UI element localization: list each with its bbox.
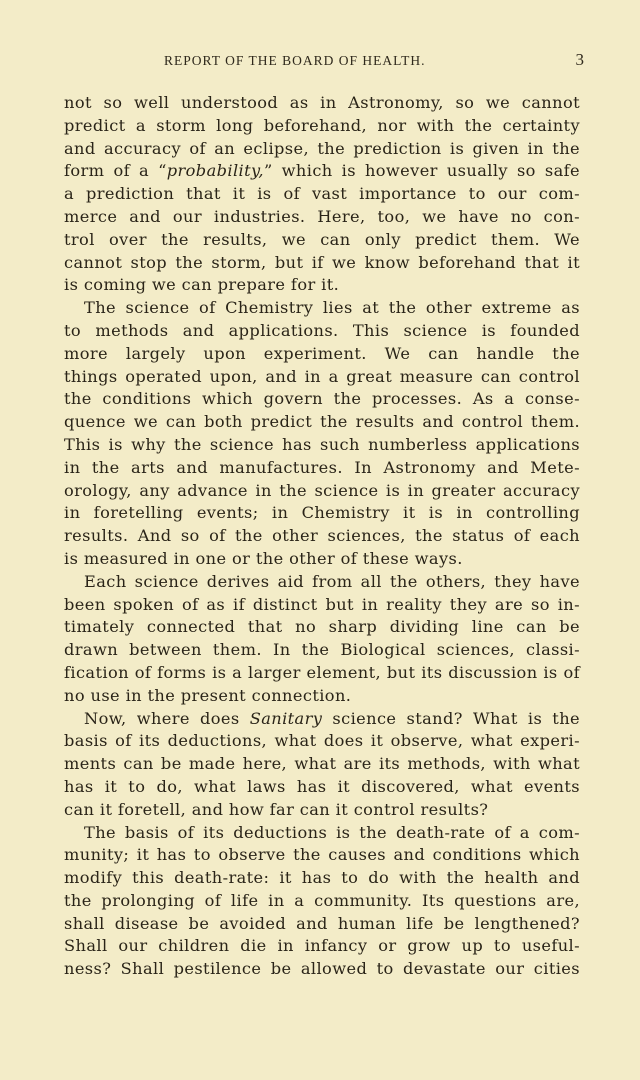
text-line: the conditions which govern the processes. As a conse-: [64, 389, 580, 409]
text-line: modify this death-rate: it has to do with the health and: [64, 868, 580, 888]
text-line: The basis of its deductions is the death-rate of a com-: [84, 822, 580, 842]
text-line: is coming we can prepare for it.: [64, 275, 340, 295]
page-header: [64, 50, 584, 74]
italic-text: probability,: [166, 161, 264, 181]
text-line: merce and our industries. Here, too, we have no con-: [64, 206, 580, 226]
text-line: ness? Shall pestilence be allowed to devastate our cities: [64, 959, 580, 979]
running-title: REPORT OF THE BOARD OF HEALTH.: [164, 53, 426, 68]
text-line: more largely upon experiment. We can handle the: [64, 343, 580, 363]
text-line: shall disease be avoided and human life be lengthened?: [64, 913, 580, 933]
text-line: Shall our children die in infancy or grow up to useful-: [64, 936, 580, 956]
text-segment: ” which is however usually so safe: [263, 161, 580, 181]
text-line: the prolonging of life in a community. Its questions are,: [64, 890, 580, 910]
text-line: Each science derives aid from all the others, they have: [84, 571, 580, 591]
text-line: [64, 708, 580, 731]
page-number: 3: [575, 50, 584, 69]
text-line: basis of its deductions, what does it observe, what experi-: [64, 731, 580, 751]
text-line: can it foretell, and how far can it control results?: [64, 799, 489, 819]
text-line: fication of forms is a larger element, but its discussion is of: [64, 662, 580, 682]
text-line: is measured in one or the other of these ways.: [64, 548, 463, 568]
text-line: to methods and applications. This science is founded: [64, 320, 580, 340]
text-segment: science stand? What is the: [322, 708, 581, 728]
text-line: cannot stop the storm, but if we know beforehand that it: [64, 252, 580, 272]
text-line: quence we can both predict the results and control them.: [64, 412, 580, 432]
text-line: in foretelling events; in Chemistry it is in controlling: [64, 503, 580, 523]
text-line: been spoken of as if distinct but in reality they are so in-: [64, 594, 580, 614]
text-line: things operated upon, and in a great measure can control: [64, 366, 580, 386]
italic-text: Sanitary: [249, 708, 323, 728]
text-line: orology, any advance in the science is in greater accuracy: [64, 480, 580, 500]
text-line: a prediction that it is of vast importance to our com-: [64, 184, 580, 204]
text-segment: Now, where does: [84, 708, 250, 728]
text-line: ments can be made here, what are its methods, with what: [64, 754, 580, 774]
text-line: This is why the science has such numberless applications: [64, 434, 580, 454]
text-line: The science of Chemistry lies at the other extreme as: [84, 298, 580, 318]
text-line: in the arts and manufactures. In Astronomy and Mete-: [64, 457, 580, 477]
text-line: drawn between them. In the Biological sciences, classi-: [64, 640, 580, 660]
text-line: has it to do, what laws has it discovered, what events: [64, 776, 580, 796]
text-line: not so well understood as in Astronomy, so we cannot: [64, 93, 580, 112]
text-line: munity; it has to observe the causes and conditions which: [64, 845, 580, 865]
text-line: predict a storm long beforehand, nor with the certainty: [64, 115, 580, 135]
text-line: trol over the results, we can only predict them. We: [64, 229, 580, 249]
text-line: [64, 160, 580, 183]
text-line: timately connected that no sharp dividing line can be: [64, 617, 580, 637]
text-line: and accuracy of an eclipse, the prediction is given in the: [64, 138, 580, 158]
body-text: [64, 92, 580, 981]
text-line: no use in the present connection.: [64, 685, 352, 705]
text-line: results. And so of the other sciences, the status of each: [64, 526, 580, 546]
text-segment: form of a “: [64, 161, 167, 181]
